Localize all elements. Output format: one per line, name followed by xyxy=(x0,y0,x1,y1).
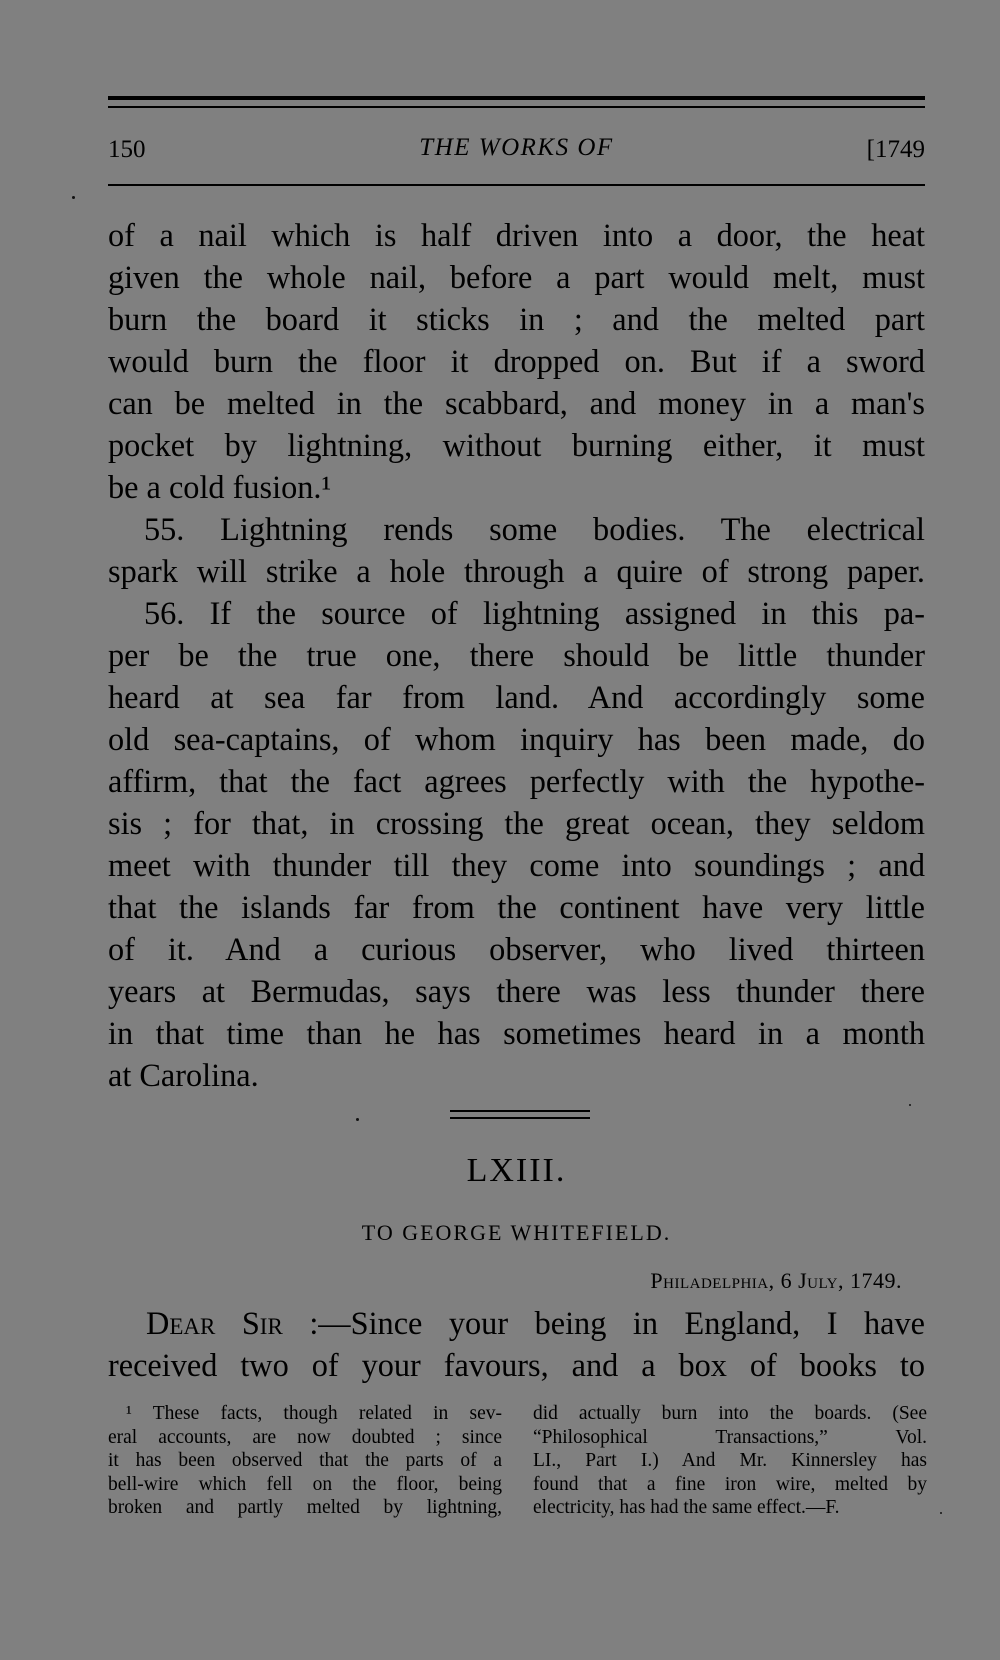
body-line: at Carolina. xyxy=(108,1057,259,1093)
footnote-column-left xyxy=(108,1402,502,1520)
footnote-line: ¹ These facts, though related in sev- xyxy=(126,1403,502,1424)
body-line: sis ; for that, in crossing the great ocean, they seldom xyxy=(108,805,925,841)
body-line: per be the true one, there should be little thunder xyxy=(108,637,925,673)
letter-line: received two of your favours, and a box of books to xyxy=(108,1347,925,1383)
letter-body xyxy=(108,1302,925,1386)
body-line: affirm, that the fact agrees perfectly with the hypothe- xyxy=(108,763,925,799)
body-line: old sea-captains, of whom inquiry has been made, do xyxy=(108,721,925,757)
footnote-line: did actually burn into the boards. (See xyxy=(533,1403,927,1424)
body-line: be a cold fusion.¹ xyxy=(108,469,332,505)
body-line: heard at sea far from land. And accordingly some xyxy=(108,679,925,715)
body-line: would burn the floor it dropped on. But if a sword xyxy=(108,343,925,379)
salutation: Dear Sir xyxy=(146,1305,283,1341)
header-rule xyxy=(108,184,925,186)
body-line: 55. Lightning rends some bodies. The electrical xyxy=(144,511,925,547)
scan-speck xyxy=(356,1118,359,1121)
body-line: in that time than he has sometimes heard in a month xyxy=(108,1015,925,1051)
opening-rest: :—Since your being in England, I have xyxy=(282,1305,925,1341)
section-divider-top xyxy=(450,1110,590,1112)
body-line: pocket by lightning, without burning either, it must xyxy=(108,427,925,463)
body-line: of it. And a curious observer, who lived thirteen xyxy=(108,931,925,967)
body-line: can be melted in the scabbard, and money in a man's xyxy=(108,385,925,421)
body-line: given the whole nail, before a part would melt, must xyxy=(108,259,925,295)
footnote-line: LI., Part I.) And Mr. Kinnersley has xyxy=(533,1450,927,1471)
letter-addressee: TO GEORGE WHITEFIELD. xyxy=(361,1220,672,1245)
scan-speck xyxy=(72,196,75,199)
running-header xyxy=(108,132,925,172)
footnote-line: broken and partly melted by lightning, xyxy=(108,1497,502,1518)
header-year: [1749 xyxy=(866,136,925,163)
scan-speck xyxy=(909,1104,911,1106)
dateline-text: Philadelphia, 6 July, 1749. xyxy=(650,1268,902,1293)
body-line: of a nail which is half driven into a door, the heat xyxy=(108,217,925,253)
footnote-line: eral accounts, are now doubted ; since xyxy=(108,1426,502,1448)
footnote-line: found that a fine iron wire, melted by xyxy=(533,1473,927,1495)
footnote-line: it has been observed that the parts of a xyxy=(108,1450,502,1471)
body-line: 56. If the source of lightning assigned in this pa- xyxy=(144,595,925,631)
top-rule-thick xyxy=(108,96,925,100)
letter-line xyxy=(108,1302,925,1344)
footnote-column-right xyxy=(533,1402,927,1520)
running-title: THE WORKS OF xyxy=(419,134,614,161)
body-line: meet with thunder till they come into soundings ; and xyxy=(108,847,925,883)
body-line: spark will strike a hole through a quire of strong paper. xyxy=(108,553,925,589)
dateline xyxy=(650,1268,902,1294)
body-text xyxy=(108,214,925,1096)
body-line: years at Bermudas, says there was less thunder there xyxy=(108,973,925,1009)
body-line: that the islands far from the continent have very little xyxy=(108,889,925,925)
footnote-line: “Philosophical Transactions,” Vol. xyxy=(533,1426,927,1448)
section-divider-bottom xyxy=(450,1117,590,1119)
body-line: burn the board it sticks in ; and the melted part xyxy=(108,301,925,337)
letter-number: LXIII. xyxy=(466,1152,567,1189)
page-number: 150 xyxy=(108,136,146,163)
footnote-line: bell-wire which fell on the floor, being xyxy=(108,1473,502,1495)
top-rule-thin xyxy=(108,106,925,108)
scan-speck xyxy=(940,1512,942,1514)
footnote-line: electricity, has had the same effect.—F. xyxy=(533,1497,840,1518)
